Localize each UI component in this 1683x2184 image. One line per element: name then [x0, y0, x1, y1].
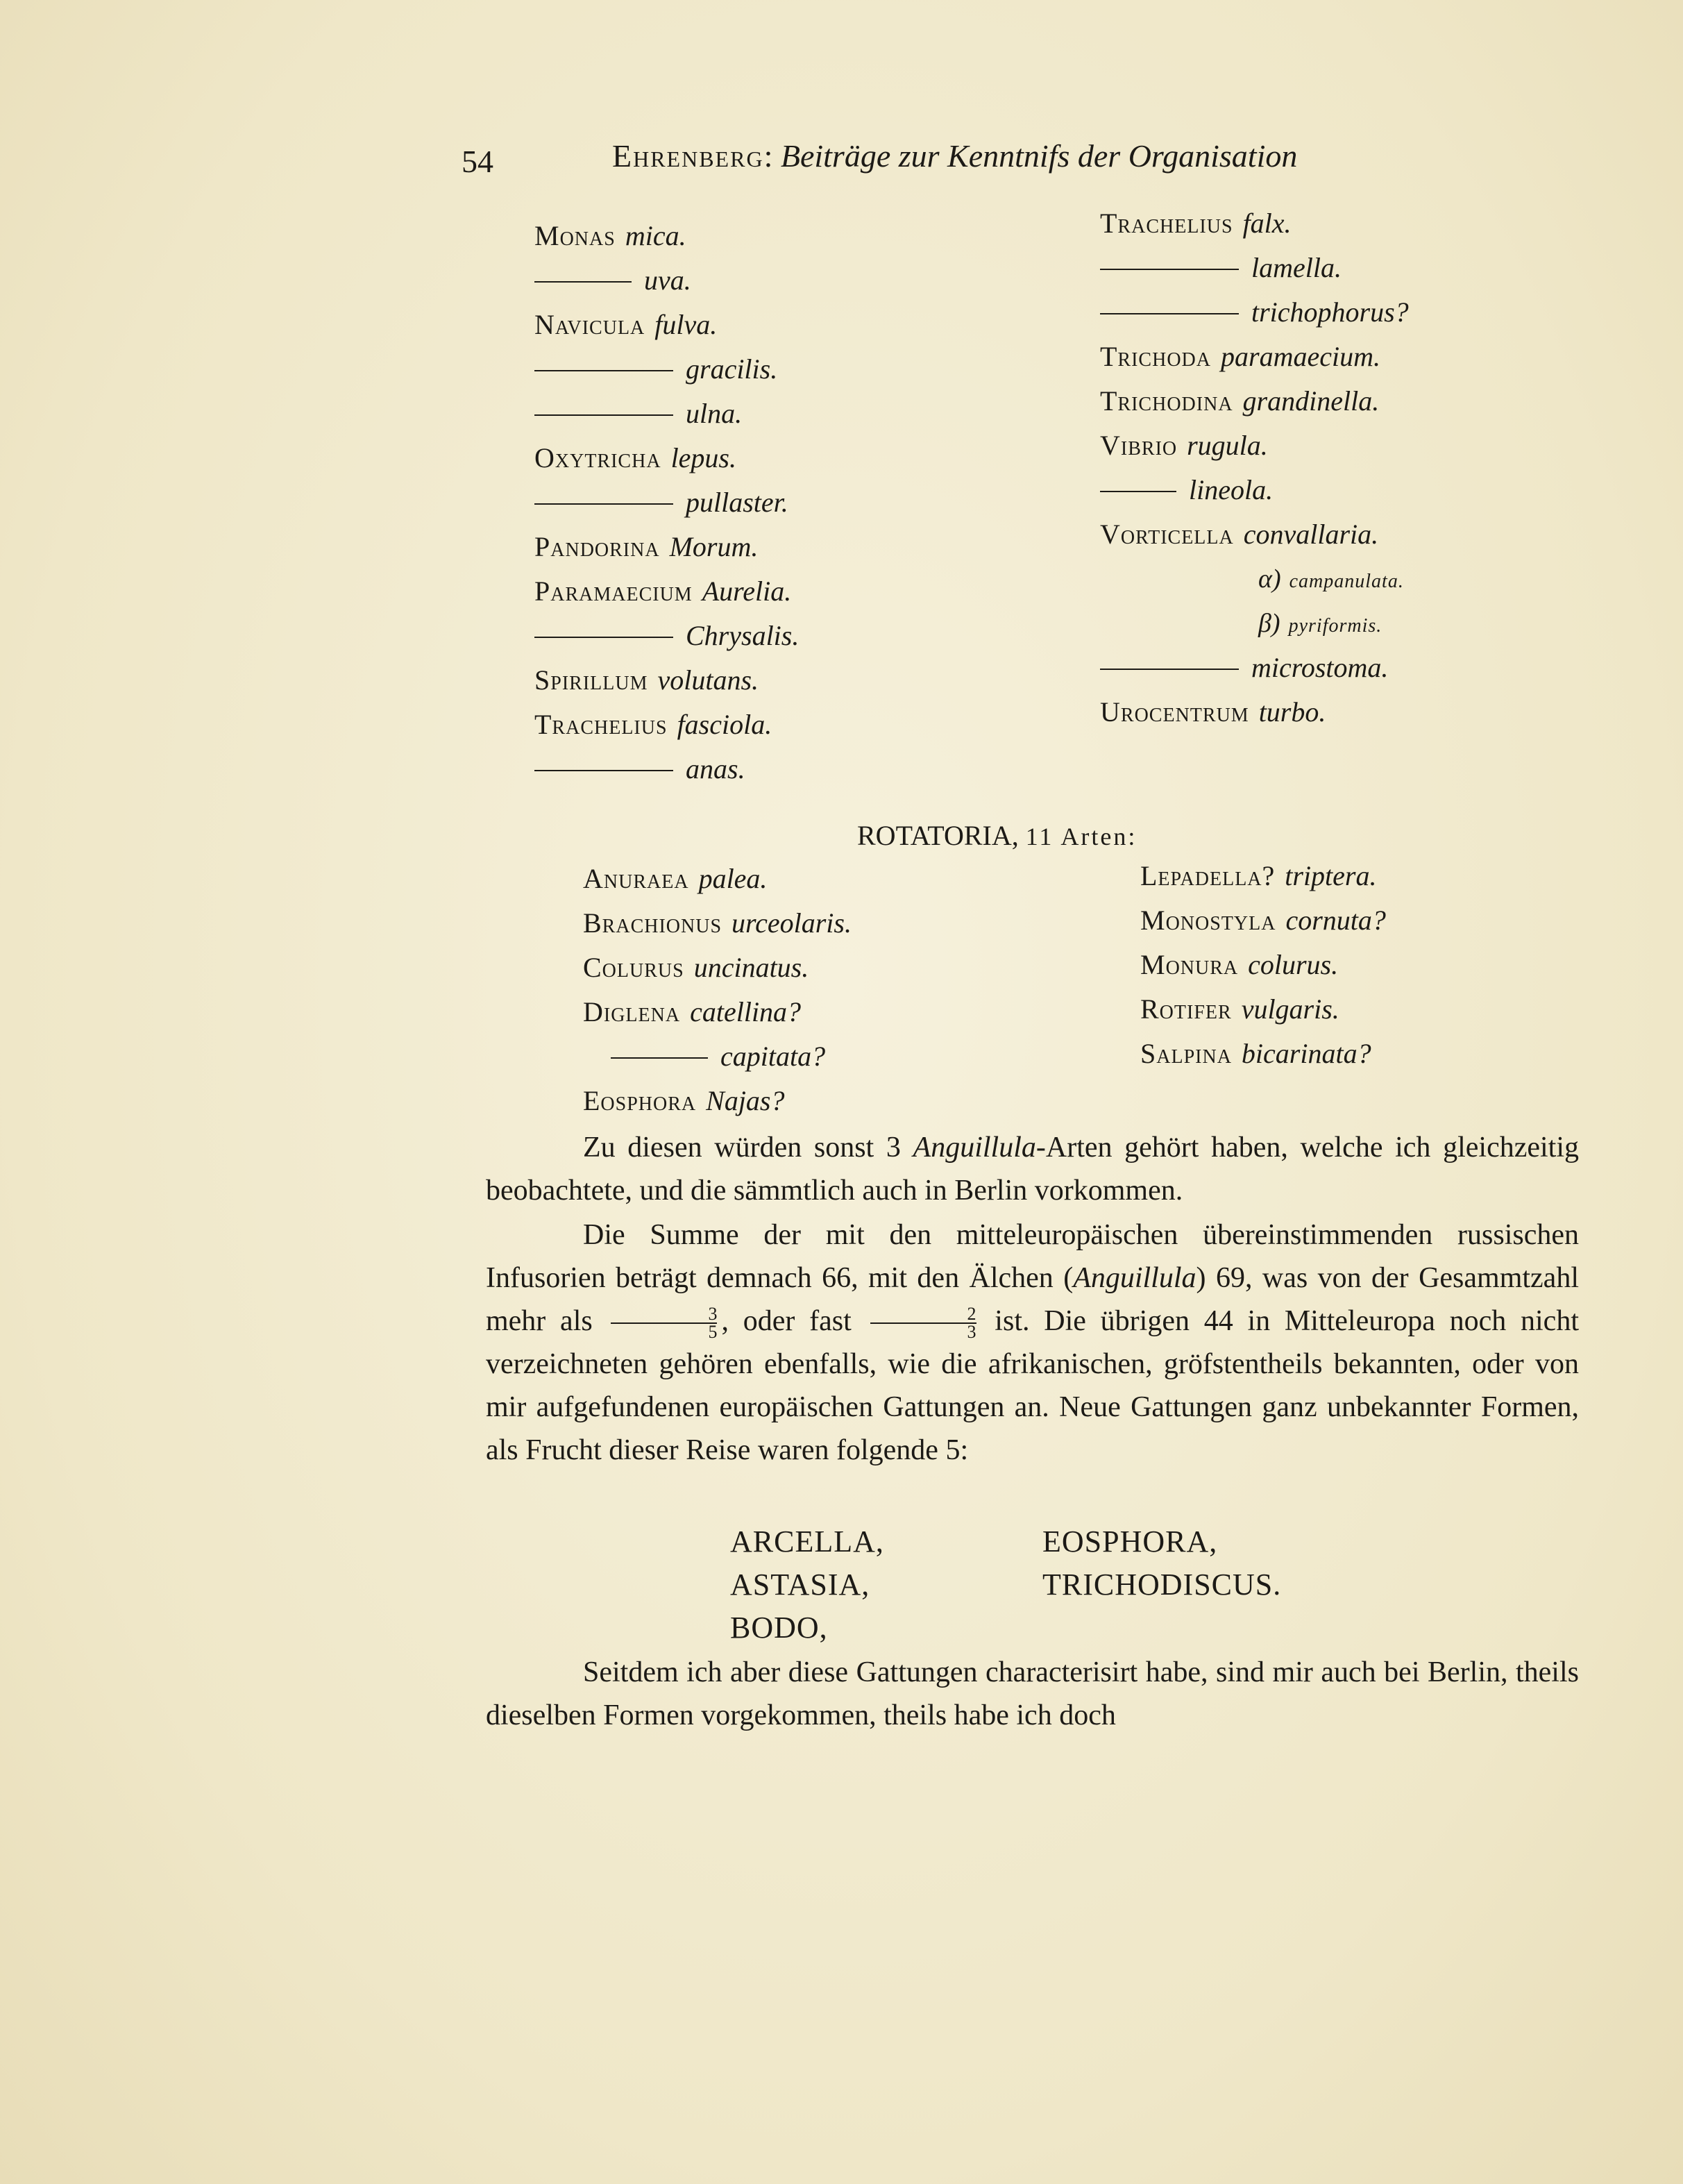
text-run: ) 69, was von der Gesammtzahl mehr als — [486, 1262, 1579, 1337]
ditto-dash — [534, 414, 673, 416]
genus-name: Spirillum — [534, 664, 648, 696]
header-colon: : — [763, 138, 773, 174]
genus-name: Trichodina — [1100, 385, 1233, 417]
infusoria-left-column — [534, 214, 799, 791]
genus-name: Oxytricha — [534, 442, 661, 473]
genus-caps: TRICHODISCUS. — [1042, 1568, 1282, 1602]
species-name: trichophorus? — [1251, 296, 1409, 328]
species-name: lamella. — [1251, 252, 1342, 283]
variety-name: pyriformis. — [1288, 615, 1382, 637]
ditto-dash — [534, 637, 673, 638]
list-item — [534, 436, 799, 480]
genus-name: Colurus — [583, 952, 684, 983]
list-item — [1140, 943, 1386, 987]
genus-name: Salpina — [1140, 1038, 1232, 1069]
genus-caps: ARCELLA, — [730, 1524, 884, 1559]
ditto-dash — [1100, 491, 1176, 492]
list-item — [583, 990, 852, 1034]
list-item — [534, 258, 799, 303]
text-run: Seitdem ich aber diese Gattungen characterisirt habe, sind mir auch bei Berlin, theils dieselben Formen vorgekommen, theils habe ich doch — [486, 1656, 1579, 1731]
genus-name: Rotifer — [1140, 993, 1232, 1025]
list-item — [534, 392, 799, 436]
genus-name: Trachelius — [534, 709, 668, 740]
fraction-denominator: 5 — [708, 1322, 718, 1343]
list-item — [1140, 898, 1386, 943]
list-item — [534, 747, 799, 791]
species-name: mica. — [625, 220, 686, 251]
list-item — [1100, 379, 1409, 423]
fraction-numerator: 3 — [611, 1306, 717, 1324]
list-item — [1140, 987, 1386, 1032]
variety-item — [1100, 557, 1409, 601]
ditto-dash — [611, 1057, 708, 1059]
species-name: Chrysalis. — [686, 620, 800, 651]
list-item — [534, 347, 799, 392]
species-name: ulna. — [686, 398, 743, 429]
ditto-dash — [534, 503, 673, 505]
species-name: Morum. — [669, 531, 759, 562]
species-name: anas. — [686, 753, 745, 784]
ditto-dash — [534, 370, 673, 371]
page-number: 54 — [462, 144, 493, 179]
genus-name: Trichoda — [1100, 341, 1211, 372]
species-name: uva. — [644, 264, 691, 296]
text-run-italic: Anguillula — [1073, 1262, 1196, 1294]
genus-name: Monas — [534, 220, 616, 251]
species-name: rugula. — [1187, 430, 1268, 461]
list-item — [534, 214, 799, 258]
species-name: falx. — [1242, 208, 1292, 239]
paragraph-1 — [486, 1126, 1579, 1212]
fraction-two-thirds — [870, 1306, 976, 1341]
genus-name: Vorticella — [1100, 519, 1234, 550]
text-run: ist. Die übrigen 44 in Mitteleuropa noch nicht verzeichneten gehören ebenfalls, wie die afrikanischen, gröfstentheils bekannten, oder von mir aufgefundenen europäischen Gattungen an. Neue Gattungen ganz unbekannter Formen, als Frucht dieser Reise waren folgende 5: — [486, 1305, 1579, 1466]
list-item — [534, 658, 799, 703]
genus-name: Urocentrum — [1100, 696, 1249, 728]
species-name: lineola. — [1189, 474, 1274, 505]
text-run: Die Summe der mit den mitteleuropäischen übereinstimmenden russischen Infusorien beträgt demnach 66, mit den Älchen ( — [486, 1219, 1579, 1294]
list-item — [1100, 246, 1409, 290]
infusoria-right-column — [1100, 201, 1409, 734]
species-name: Najas? — [706, 1085, 785, 1116]
list-item — [1100, 512, 1409, 557]
genus-name: Paramaecium — [534, 576, 693, 607]
text-run: Zu diesen würden sonst 3 — [583, 1132, 913, 1164]
ditto-dash — [1100, 669, 1239, 670]
genus-caps: ASTASIA, — [730, 1568, 870, 1602]
header-title: Beiträge zur Kenntnifs der Organisation — [780, 138, 1298, 174]
text-run-italic: Anguillula — [913, 1132, 1036, 1164]
section-title: ROTATORIA, — [857, 820, 1019, 851]
species-name: cornuta? — [1285, 905, 1386, 936]
species-name: bicarinata? — [1241, 1038, 1371, 1069]
list-item — [583, 1034, 852, 1079]
paragraph-3 — [486, 1651, 1579, 1737]
text-run: -Arten gehört haben, welche ich gleichzeitig beobachtete, und die sämmtlich auch in Berlin vorkommen. — [486, 1132, 1579, 1207]
species-name: fulva. — [654, 309, 718, 340]
list-item — [534, 525, 799, 569]
genus-name: Monostyla — [1140, 905, 1276, 936]
list-item — [534, 703, 799, 747]
species-name: vulgaris. — [1241, 993, 1339, 1025]
ditto-dash — [1100, 313, 1239, 314]
genus-caps: EOSPHORA, — [1042, 1524, 1218, 1559]
genus-name: Anuraea — [583, 863, 689, 894]
variety-label: β) — [1258, 609, 1280, 638]
list-item — [534, 614, 799, 658]
list-item — [1100, 423, 1409, 468]
list-item — [1140, 1032, 1386, 1076]
fraction-three-fifths — [611, 1306, 717, 1341]
list-item — [583, 901, 852, 946]
list-item — [583, 857, 852, 901]
new-genera-right — [1042, 1520, 1281, 1606]
list-item — [534, 569, 799, 614]
list-item — [1100, 290, 1409, 335]
genus-name: Navicula — [534, 309, 645, 340]
genus-name: Monura — [1140, 949, 1239, 980]
fraction-denominator: 3 — [967, 1322, 976, 1343]
list-item — [534, 303, 799, 347]
paragraph-2 — [486, 1213, 1579, 1472]
ditto-dash — [1100, 269, 1239, 270]
species-name: triptera. — [1285, 860, 1377, 891]
running-header — [612, 137, 1297, 174]
species-name: paramaecium. — [1221, 341, 1380, 372]
ditto-dash — [534, 770, 673, 771]
header-author: Ehrenberg — [612, 138, 764, 174]
list-item — [583, 1079, 852, 1123]
variety-label: α) — [1258, 564, 1281, 594]
species-name: volutans. — [657, 664, 759, 696]
species-name: pullaster. — [686, 487, 788, 518]
new-genera-left — [730, 1520, 884, 1649]
list-item — [1140, 854, 1386, 898]
variety-name: campanulata. — [1289, 571, 1404, 592]
species-name: gracilis. — [686, 353, 778, 385]
list-item — [1100, 335, 1409, 379]
text-run: , oder fast — [721, 1305, 866, 1337]
species-name: urceolaris. — [731, 907, 852, 939]
genus-name: Brachionus — [583, 907, 722, 939]
variety-item — [1100, 601, 1409, 646]
rotatoria-heading — [857, 819, 1137, 852]
ditto-dash — [534, 281, 632, 283]
section-count: 11 Arten: — [1025, 823, 1137, 850]
species-name: palea. — [698, 863, 768, 894]
rotatoria-right-column — [1140, 854, 1386, 1076]
genus-name: Pandorina — [534, 531, 660, 562]
species-name: grandinella. — [1242, 385, 1380, 417]
list-item — [1100, 690, 1409, 734]
species-name: lepus. — [670, 442, 736, 473]
list-item — [534, 480, 799, 525]
species-name: fasciola. — [677, 709, 772, 740]
species-name: Aurelia. — [702, 576, 792, 607]
genus-name: Vibrio — [1100, 430, 1178, 461]
list-item — [1100, 646, 1409, 690]
rotatoria-left-column — [583, 857, 852, 1123]
species-name: colurus. — [1248, 949, 1339, 980]
genus-name: Eosphora — [583, 1085, 697, 1116]
species-name: turbo. — [1258, 696, 1326, 728]
species-name: catellina? — [690, 996, 802, 1027]
genus-name: Lepadella? — [1140, 860, 1276, 891]
species-name: uncinatus. — [693, 952, 809, 983]
list-item — [1100, 201, 1409, 246]
genus-caps: BODO, — [730, 1611, 828, 1645]
genus-name: Diglena — [583, 996, 681, 1027]
fraction-numerator: 2 — [870, 1306, 976, 1324]
species-name: convallaria. — [1243, 519, 1379, 550]
list-item — [1100, 468, 1409, 512]
species-name: microstoma. — [1251, 652, 1389, 683]
species-name: capitata? — [720, 1041, 826, 1072]
list-item — [583, 946, 852, 990]
genus-name: Trachelius — [1100, 208, 1233, 239]
